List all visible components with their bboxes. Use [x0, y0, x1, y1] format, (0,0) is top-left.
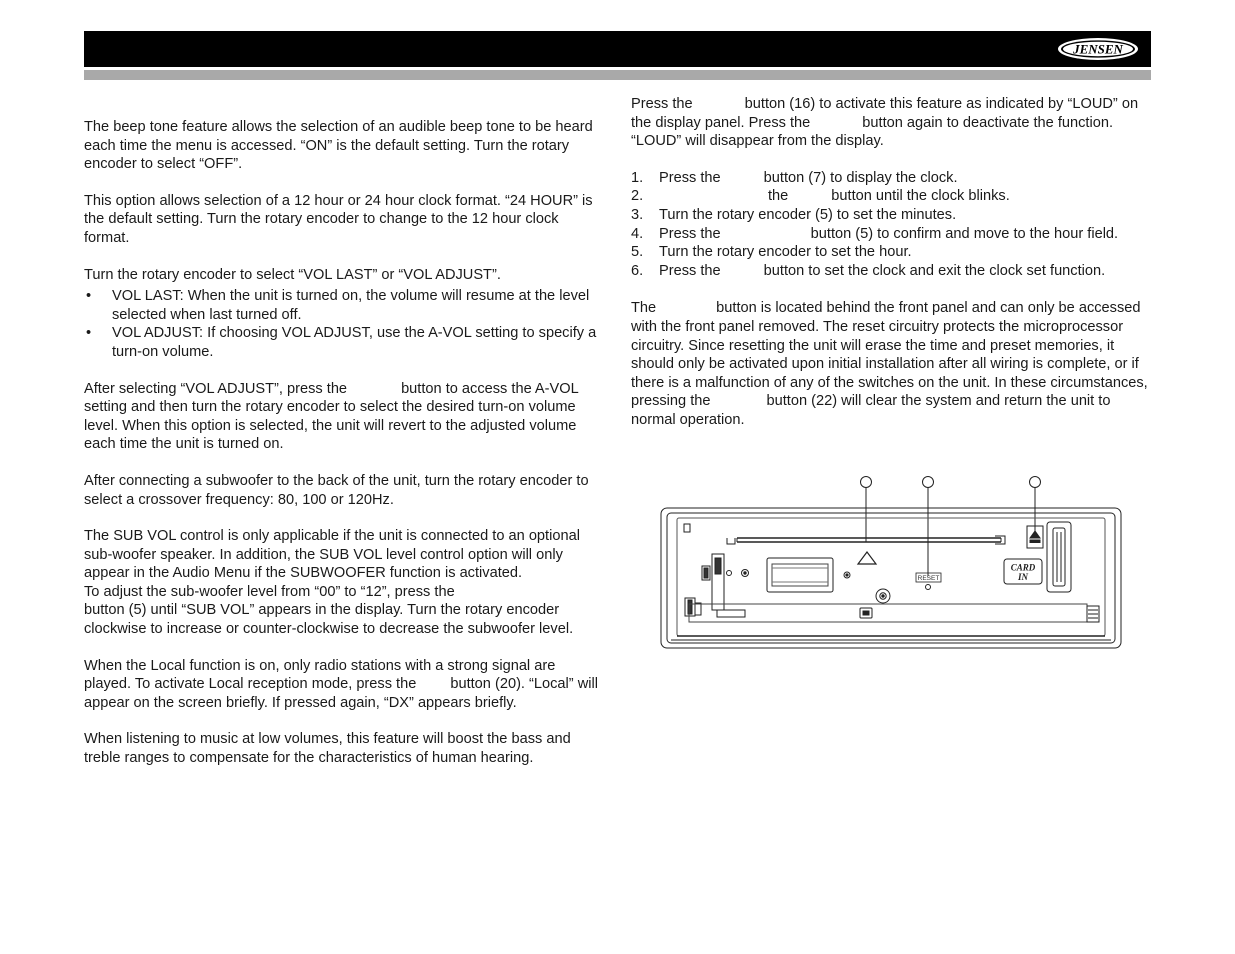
unit-chassis [677, 518, 1105, 636]
clock-format-paragraph: This option allows selection of a 12 hour or 24 hour clock format. “24 HOUR” is the default setting. Turn the rotary encoder to change to the 12 hour clock format. [84, 192, 593, 246]
beep-paragraph: The beep tone feature allows the selection of an audible beep tone to be heard each time the menu is accessed. “ON” is the default setting. Turn the rotary encoder to select “OFF”. [84, 119, 593, 173]
bottom-strip [689, 604, 1087, 622]
list-item: • VOL ADJUST: If choosing VOL ADJUST, use the A-VOL setting to specify a turn-on volume. [84, 324, 604, 361]
unit-housing-outer [661, 508, 1121, 648]
reset-label: RESET [917, 575, 940, 583]
callout-circle [861, 477, 872, 488]
card-slot [1047, 522, 1071, 592]
list-item: 1. Press the button (7) to display the clock. [631, 169, 958, 186]
vol-options-list [84, 287, 604, 361]
header-rule [84, 70, 1151, 80]
right-column [631, 95, 1156, 430]
jensen-logo [1057, 37, 1139, 61]
clock-steps-list [631, 169, 1156, 281]
unit-front-diagram [655, 472, 1127, 652]
panel-connector [767, 558, 833, 592]
callout-circle [923, 477, 934, 488]
list-item: • VOL LAST: When the unit is turned on, the volume will resume at the level selected when last turned off. [84, 287, 604, 324]
card-label-line2: IN [1017, 572, 1029, 582]
callout-circle [1030, 477, 1041, 488]
list-item: 2. the button until the clock blinks. [631, 188, 1010, 205]
list-item: 5. Turn the rotary encoder to set the hour. [631, 244, 912, 261]
loud-intro-paragraph: When listening to music at low volumes, this feature will boost the bass and treble ranges to compensate for the characteristics of human hearing. [84, 731, 571, 767]
small-switch [684, 524, 690, 532]
loud-paragraph: Press the button (16) to activate this feature as indicated by “LOUD” on the display panel. Press the button again to deactivate the function. “LOUD” will disappear from the display. [631, 96, 1139, 150]
left-column [84, 118, 604, 768]
card-label-line1: CARD [1010, 562, 1036, 573]
list-item: 6. Press the button to set the clock and exit the clock set function. [631, 262, 1106, 279]
header-bar [84, 31, 1151, 67]
eject-icon [858, 552, 876, 564]
reset-button [926, 585, 931, 590]
list-item: 4. Press the button (5) to confirm and move to the hour field. [631, 225, 1119, 242]
bottom-slot [717, 610, 745, 617]
subwoofer-paragraph: After connecting a subwoofer to the back of the unit, turn the rotary encoder to select a crossover frequency: 80, 100 or 120Hz. [84, 472, 589, 508]
list-item: 3. Turn the rotary encoder (5) to set the minutes. [631, 206, 957, 223]
avol-paragraph: After selecting “VOL ADJUST”, press the button to access the A-VOL setting and then turn the rotary encoder to select the desired turn-on volume level. When this option is selected, the unit will revert to the adjusted volume each time the unit is turned on. [84, 380, 579, 453]
reset-paragraph: The button is located behind the front panel and can only be accessed with the front panel removed. The reset circuitry protects the microprocessor circuitry. Since resetting the unit will erase the time and preset memories, it should only be activated upon initial installation after all wiring is complete, or if there is a malfunction of any of the switches on the unit. In these circumstances, pressing the button (22) will clear the system and return the unit to normal operation. [631, 300, 1148, 428]
logo-text: JENSEN [1073, 41, 1123, 57]
subvol-paragraph-1: The SUB VOL control is only applicable if the unit is connected to an optional sub-woofer speaker. In addition, the SUB VOL level control option will only appear in the Audio Menu if the SUBWOOFER function is activated. [84, 528, 580, 582]
subvol-paragraph-2: To adjust the sub-woofer level from “00” to “12”, press the button (5) until “SUB VOL” appears in the display. Turn the rotary encoder clockwise to increase or counter-clockwise to decrease the subwoofer level. [84, 583, 574, 638]
local-paragraph: When the Local function is on, only radio stations with a strong signal are played. To activate Local reception mode, press the button (20). “Local” will appear on the screen briefly. If pressed again, “DX” appears briefly. [84, 657, 598, 711]
vol-intro: Turn the rotary encoder to select “VOL LAST” or “VOL ADJUST”. [84, 266, 501, 283]
unit-housing-inner [667, 513, 1115, 643]
